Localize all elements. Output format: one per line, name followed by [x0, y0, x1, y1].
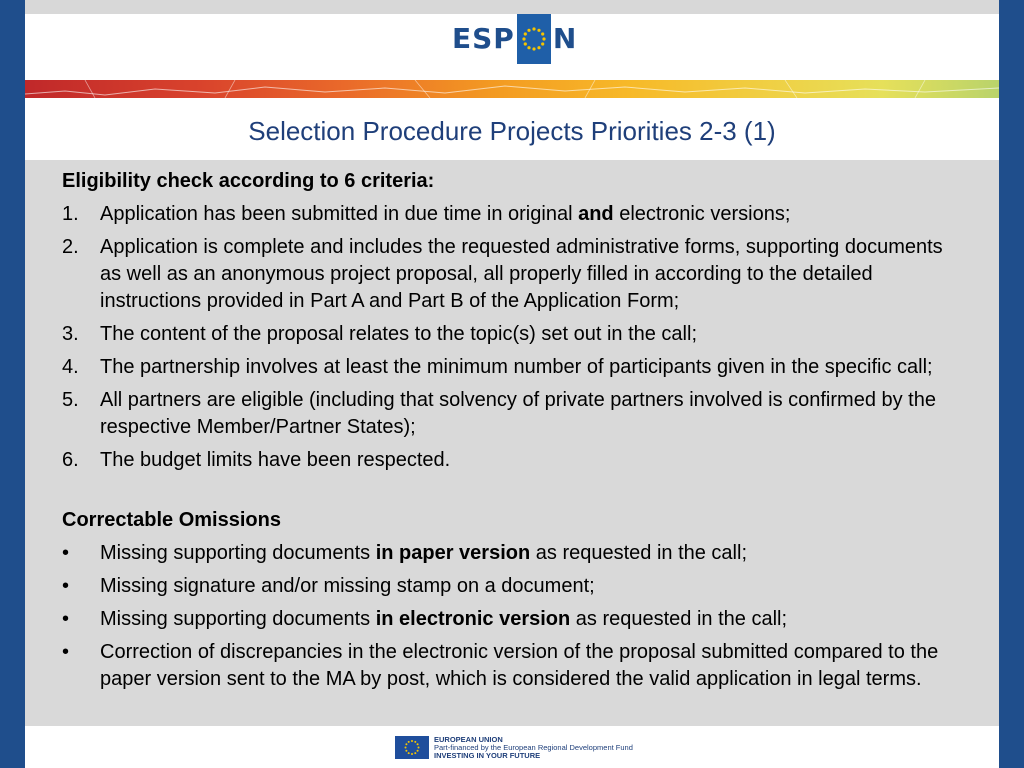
text-segment: as requested in the call;: [570, 608, 788, 630]
bullet-marker: •: [62, 575, 70, 597]
criterion-text: [100, 321, 952, 348]
text-segment: Correction of discrepancies in the electronic version of the proposal submitted compared to the paper version sent to the MA by post, which is considered the valid application in legal terms.: [100, 641, 939, 690]
criterion-text: [100, 234, 952, 315]
list-number: 4.: [62, 356, 79, 378]
bullet-marker: •: [62, 542, 70, 564]
omission-text: [100, 606, 952, 633]
left-border-bar: [0, 0, 25, 768]
criterion-item: [62, 321, 952, 348]
text-segment: Missing supporting documents: [100, 542, 376, 564]
omission-item: [62, 573, 952, 600]
omissions-heading: Correctable Omissions: [62, 509, 281, 531]
bold-text-segment: in paper version: [375, 542, 531, 564]
text-segment: The budget limits have been respected.: [100, 449, 451, 471]
right-border-bar: [999, 0, 1024, 768]
logo-text-left: ESP: [452, 22, 515, 55]
eligibility-heading: Eligibility check according to 6 criteria:: [62, 170, 435, 192]
footer: [25, 726, 999, 768]
text-segment: Missing supporting documents: [100, 608, 376, 630]
list-number: 3.: [62, 323, 79, 345]
logo-text-right: N: [552, 22, 578, 55]
map-band-decoration: [25, 80, 999, 98]
list-number: 1.: [62, 203, 79, 225]
eligibility-section: [62, 168, 952, 474]
text-segment: electronic versions;: [613, 203, 791, 225]
text-segment: The partnership involves at least the minimum number of participants given in the specific call;: [100, 356, 933, 378]
espon-logo: [452, 14, 577, 64]
slide-title: Selection Procedure Projects Priorities 2-3 (1): [248, 116, 776, 146]
eu-flag-icon: [395, 736, 429, 759]
list-number: 2.: [62, 236, 79, 258]
list-number: 6.: [62, 449, 79, 471]
top-grey-bar: [25, 0, 999, 14]
correctable-omissions-list: [62, 540, 952, 693]
text-segment: Application has been submitted in due time in original: [100, 203, 579, 225]
criterion-text: [100, 201, 952, 228]
eu-line-1: EUROPEAN UNION: [434, 735, 503, 744]
eu-stars-icon: [517, 14, 551, 64]
eu-line-2: Part-financed by the European Regional Development Fund: [434, 743, 633, 752]
criterion-item: [62, 387, 952, 441]
omission-text: [100, 639, 952, 693]
text-segment: Missing signature and/or missing stamp on a document;: [100, 575, 595, 597]
omissions-section: [62, 507, 952, 693]
eu-funding-text: [434, 736, 633, 760]
eu-line-3: INVESTING IN YOUR FUTURE: [434, 751, 541, 760]
criterion-item: [62, 447, 952, 474]
bold-text-segment: in electronic version: [375, 608, 571, 630]
criterion-text: [100, 354, 952, 381]
criterion-item: [62, 234, 952, 315]
omission-item: [62, 639, 952, 693]
bullet-marker: •: [62, 608, 70, 630]
criterion-text: [100, 447, 952, 474]
list-number: 5.: [62, 389, 79, 411]
bold-text-segment: and: [578, 203, 614, 225]
eligibility-criteria-list: [62, 201, 952, 474]
text-segment: Application is complete and includes the requested administrative forms, supporting documents as well as an anonymous project proposal, all properly filled in according to the detailed instructions provided in Part A and Part B of the Application Form;: [100, 236, 943, 312]
omission-text: [100, 573, 952, 600]
criterion-text: [100, 387, 952, 441]
text-segment: The content of the proposal relates to the topic(s) set out in the call;: [100, 323, 698, 345]
omission-item: [62, 606, 952, 633]
text-segment: as requested in the call;: [530, 542, 747, 564]
omission-item: [62, 540, 952, 567]
bullet-marker: •: [62, 641, 70, 663]
omission-text: [100, 540, 952, 567]
criterion-item: [62, 354, 952, 381]
criterion-item: [62, 201, 952, 228]
text-segment: All partners are eligible (including that solvency of private partners involved is confirmed by the respective Member/Partner States);: [100, 389, 936, 438]
